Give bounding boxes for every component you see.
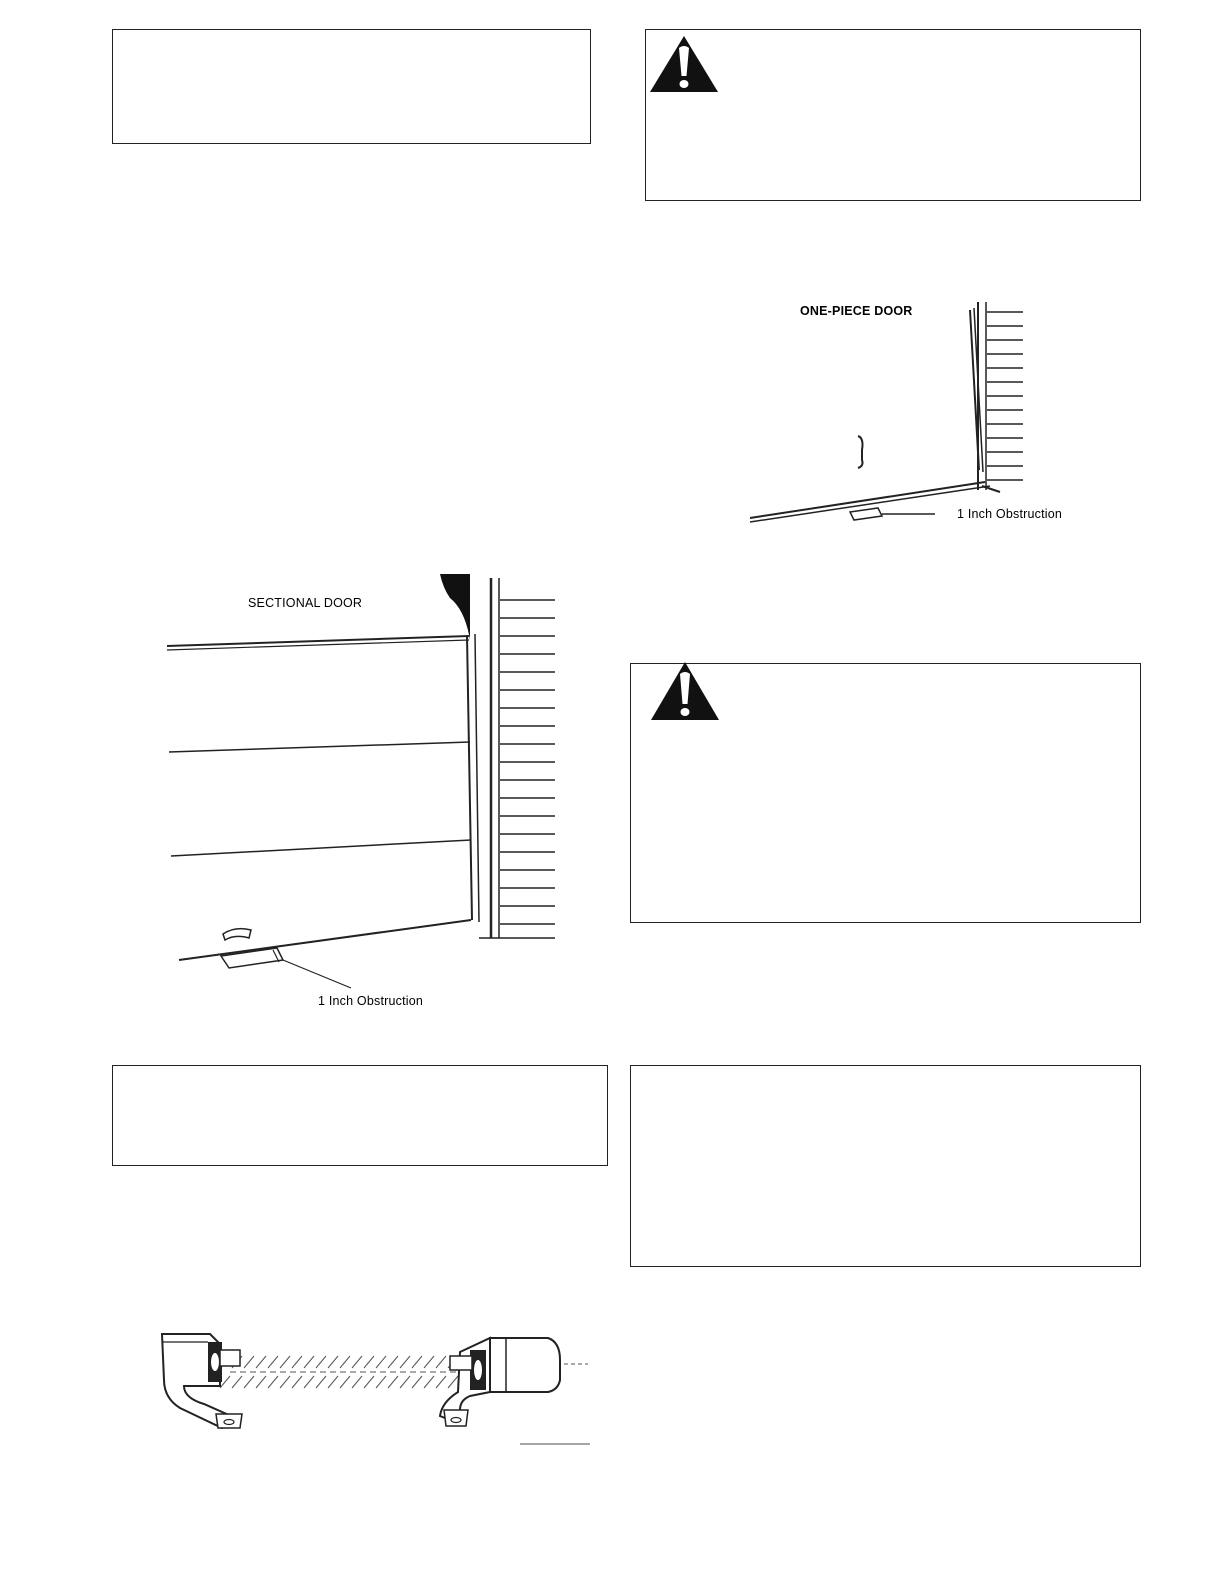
safety-sensors-illustration bbox=[160, 1320, 600, 1450]
note-box-bottom-right bbox=[630, 1065, 1141, 1267]
sectional-door-illustration bbox=[165, 570, 565, 1010]
sectional-door-title: SECTIONAL DOOR bbox=[248, 596, 363, 610]
one-piece-obstruction-callout: 1 Inch Obstruction bbox=[957, 507, 1063, 521]
warning-box-middle bbox=[630, 663, 1141, 923]
warning-box-top bbox=[645, 29, 1141, 201]
sectional-obstruction-callout: 1 Inch Obstruction bbox=[318, 994, 424, 1008]
one-piece-door-illustration bbox=[750, 300, 1090, 540]
one-piece-door-title: ONE-PIECE DOOR bbox=[800, 304, 913, 318]
note-box-bottom-left bbox=[112, 1065, 608, 1166]
note-box-top-left bbox=[112, 29, 591, 144]
warning-triangle-icon bbox=[649, 660, 721, 722]
warning-triangle-icon bbox=[648, 34, 720, 94]
